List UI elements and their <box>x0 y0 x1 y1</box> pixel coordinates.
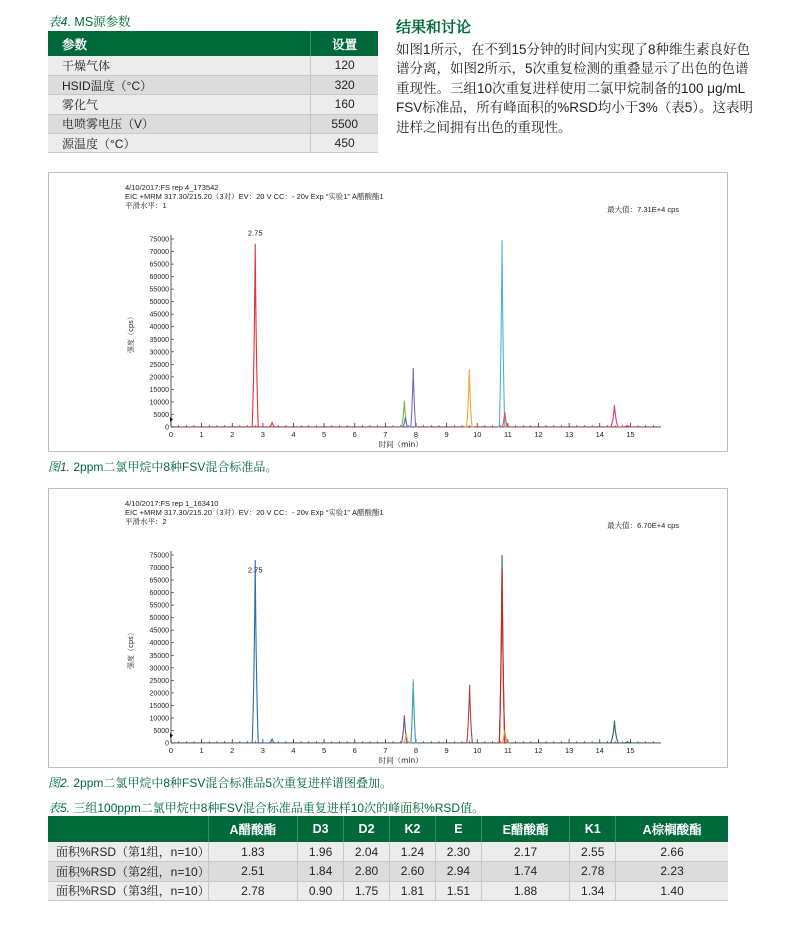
rsd-value: 2.30 <box>435 842 481 862</box>
param-name: 雾化气 <box>48 95 311 114</box>
rsd-value: 1.40 <box>616 881 728 901</box>
rsd-table <box>48 816 728 901</box>
rsd-value: 2.66 <box>616 842 728 862</box>
table-header-row <box>48 31 378 56</box>
y-axis-label: 强度（cps） <box>127 313 135 353</box>
table-row <box>48 134 378 153</box>
rsd-value: 1.24 <box>390 842 436 862</box>
param-name: 源温度（°C） <box>48 134 311 153</box>
x-tick-label: 7 <box>383 430 388 439</box>
x-tick-label: 1 <box>199 746 204 755</box>
param-value: 450 <box>311 134 378 153</box>
rsd-value: 0.90 <box>298 881 344 901</box>
figure2-caption-prefix: 图2. <box>48 776 71 790</box>
y-tick-label: 35000 <box>149 336 169 344</box>
chart-meta-line3: 平滑水平：2 <box>125 517 167 526</box>
chart-meta-line1: 4/10/2017:FS rep 1_163410 <box>125 499 219 508</box>
header-k1: K1 <box>570 816 616 842</box>
chart-meta-line3: 平滑水平：1 <box>125 201 167 210</box>
table5-title <box>48 799 484 816</box>
x-tick-label: 0 <box>168 430 174 439</box>
x-tick-label: 0 <box>168 746 174 755</box>
chart-meta-line2: EIC +MRM 317.30/215.20（3对）EV：20 V CC：- 20v Exp “实验1” A醋酸酯1 <box>125 508 384 517</box>
peak-trace <box>409 368 418 427</box>
x-axis-label: 时间（min） <box>378 440 423 449</box>
peak-trace <box>250 560 260 743</box>
rsd-value: 1.34 <box>570 881 616 901</box>
x-tick-label: 3 <box>260 430 265 439</box>
table5-title-prefix: 表5. <box>48 801 71 815</box>
rsd-value: 1.84 <box>298 862 344 882</box>
x-tick-label: 7 <box>383 746 388 755</box>
max-value-label: 最大值：6.70E+4 cps <box>607 521 679 530</box>
x-tick-label: 11 <box>503 746 512 755</box>
y-tick-label: 15000 <box>149 386 169 394</box>
row-label: 面积%RSD（第1组，n=10） <box>48 842 208 862</box>
rsd-value: 1.74 <box>481 862 569 882</box>
table-row <box>48 842 728 862</box>
chromatogram-1-plot <box>49 173 729 453</box>
y-tick-label: 75000 <box>149 236 169 244</box>
table4-title <box>48 12 131 30</box>
peak-trace <box>609 720 620 743</box>
peak-trace <box>497 240 507 427</box>
rsd-value: 2.51 <box>208 862 298 882</box>
rsd-value: 2.17 <box>481 842 569 862</box>
rsd-value: 2.78 <box>208 881 298 901</box>
y-tick-label: 70000 <box>149 565 169 573</box>
y-tick-label: 30000 <box>149 349 169 357</box>
y-tick-label: 30000 <box>149 665 169 673</box>
rsd-value: 2.80 <box>344 862 390 882</box>
peak-trace <box>250 244 260 427</box>
figure1-caption <box>48 458 277 475</box>
x-tick-label: 5 <box>322 430 327 439</box>
y-tick-label: 50000 <box>149 299 169 307</box>
header-blank <box>48 816 208 842</box>
x-tick-label: 11 <box>503 430 512 439</box>
peak-trace <box>609 405 620 427</box>
y-tick-label: 40000 <box>149 324 169 332</box>
y-tick-label: 45000 <box>149 627 169 635</box>
table-row <box>48 75 378 94</box>
table-row <box>48 114 378 133</box>
y-tick-label: 5000 <box>153 727 169 735</box>
table-row <box>48 862 728 882</box>
y-tick-label: 65000 <box>149 261 169 269</box>
y-tick-label: 50000 <box>149 615 169 623</box>
y-tick-label: 0 <box>165 740 169 748</box>
row-label: 面积%RSD（第2组，n=10） <box>48 862 208 882</box>
header-parameter: 参数 <box>48 31 311 56</box>
y-tick-label: 55000 <box>149 602 169 610</box>
rsd-value: 1.51 <box>435 881 481 901</box>
x-tick-label: 3 <box>260 746 265 755</box>
table4-title-text: MS源参数 <box>70 15 131 29</box>
x-tick-label: 13 <box>564 430 574 439</box>
results-heading: 结果和讨论 <box>396 19 472 36</box>
y-tick-label: 0 <box>165 424 169 432</box>
y-tick-label: 40000 <box>149 640 169 648</box>
rsd-value: 1.88 <box>481 881 569 901</box>
y-axis-label: 强度（cps） <box>127 629 135 669</box>
x-tick-label: 5 <box>322 746 327 755</box>
table-row <box>48 95 378 114</box>
y-tick-label: 70000 <box>149 249 169 257</box>
x-tick-label: 2 <box>230 746 235 755</box>
chromatogram-figure-2 <box>48 488 728 768</box>
y-tick-label: 60000 <box>149 274 169 282</box>
y-tick-label: 35000 <box>149 652 169 660</box>
rsd-value: 2.94 <box>435 862 481 882</box>
param-name: 干燥气体 <box>48 56 311 75</box>
x-tick-label: 8 <box>413 430 419 439</box>
x-tick-label: 8 <box>413 746 419 755</box>
x-tick-label: 14 <box>595 746 604 755</box>
figure1-caption-prefix: 图1. <box>48 460 71 474</box>
y-tick-label: 60000 <box>149 590 169 598</box>
peak-trace <box>409 682 418 743</box>
table5-title-text: 三组100ppm二氯甲烷中8种FSV混合标准品重复进样10次的峰面积%RSD值。 <box>70 801 485 815</box>
y-tick-label: 5000 <box>153 411 169 419</box>
x-tick-label: 6 <box>352 430 357 439</box>
x-tick-label: 9 <box>444 430 449 439</box>
x-tick-label: 2 <box>230 430 235 439</box>
x-tick-label: 12 <box>534 746 543 755</box>
header-k2: K2 <box>390 816 436 842</box>
peak-trace <box>497 570 507 743</box>
x-tick-label: 12 <box>534 430 543 439</box>
header-a-palmitate: A棕榈酸酯 <box>616 816 728 842</box>
y-tick-label: 25000 <box>149 361 169 369</box>
x-tick-label: 1 <box>199 430 204 439</box>
figure2-caption-text: 2ppm二氯甲烷中8种FSV混合标准品5次重复进样谱图叠加。 <box>70 776 393 790</box>
header-d3: D3 <box>298 816 344 842</box>
param-name: 电喷雾电压（V） <box>48 114 311 133</box>
x-tick-label: 9 <box>444 746 449 755</box>
chromatogram-figure-1 <box>48 172 728 452</box>
figure1-caption-text: 2ppm二氯甲烷中8种FSV混合标准品。 <box>70 460 278 474</box>
rsd-value: 1.83 <box>208 842 298 862</box>
x-tick-label: 4 <box>291 746 296 755</box>
x-tick-label: 15 <box>626 430 635 439</box>
rsd-value: 2.78 <box>570 862 616 882</box>
y-tick-label: 75000 <box>149 552 169 560</box>
results-paragraph: 如图1所示，在不到15分钟的时间内实现了8种维生素良好色谱分离，如图2所示，5次重复检测的重叠显示了出色的色谱重现性。三组10次重复进样使用二氯甲烷制备的100 μg/mL FSV标准品，所有峰面积的%RSD均小于3%（表5）。这表明进样之间拥有出色的重现性。 <box>396 42 754 135</box>
y-tick-label: 10000 <box>149 715 169 723</box>
x-tick-label: 13 <box>564 746 574 755</box>
y-tick-label: 25000 <box>149 677 169 685</box>
param-value: 160 <box>311 95 378 114</box>
chromatogram-2-plot <box>49 489 729 769</box>
param-value: 5500 <box>311 114 378 133</box>
figure2-caption <box>48 774 392 791</box>
y-tick-label: 20000 <box>149 690 169 698</box>
rsd-value: 2.04 <box>344 842 390 862</box>
threshold-marker <box>170 417 173 422</box>
param-value: 320 <box>311 75 378 94</box>
y-tick-label: 15000 <box>149 702 169 710</box>
header-a-acetate: A醋酸酯 <box>208 816 298 842</box>
x-tick-label: 15 <box>626 746 635 755</box>
y-tick-label: 65000 <box>149 577 169 585</box>
chart-meta-line2: EIC +MRM 317.30/215.20（3对）EV：20 V CC：- 20v Exp “实验1” A醋酸酯1 <box>125 192 384 201</box>
table4-title-prefix: 表4. <box>48 15 71 29</box>
y-tick-label: 10000 <box>149 399 169 407</box>
param-name: HSID温度（°C） <box>48 75 311 94</box>
x-tick-label: 6 <box>352 746 357 755</box>
rsd-value: 1.81 <box>390 881 436 901</box>
x-tick-label: 4 <box>291 430 296 439</box>
rsd-value: 1.96 <box>298 842 344 862</box>
peak-trace <box>465 369 475 427</box>
table-row <box>48 881 728 901</box>
y-tick-label: 45000 <box>149 311 169 319</box>
header-e: E <box>435 816 481 842</box>
threshold-marker <box>170 733 173 738</box>
y-tick-label: 20000 <box>149 374 169 382</box>
peak-annotation: 2.75 <box>247 565 263 575</box>
rsd-value: 1.75 <box>344 881 390 901</box>
y-tick-label: 55000 <box>149 286 169 294</box>
rsd-value: 2.55 <box>570 842 616 862</box>
table-row <box>48 56 378 75</box>
row-label: 面积%RSD（第3组，n=10） <box>48 881 208 901</box>
max-value-label: 最大值：7.31E+4 cps <box>607 205 679 214</box>
param-value: 120 <box>311 56 378 75</box>
x-tick-label: 10 <box>473 746 482 755</box>
header-e-acetate: E醋酸酯 <box>481 816 569 842</box>
rsd-value: 2.23 <box>616 862 728 882</box>
chart-meta-line1: 4/10/2017:FS rep 4_173542 <box>125 183 219 192</box>
ms-source-parameters-table <box>48 31 378 153</box>
x-tick-label: 14 <box>595 430 604 439</box>
header-setting: 设置 <box>311 31 378 56</box>
x-axis-label: 时间（min） <box>378 756 423 765</box>
table-header-row <box>48 816 728 842</box>
peak-annotation: 2.75 <box>247 228 263 238</box>
header-d2: D2 <box>344 816 390 842</box>
rsd-value: 2.60 <box>390 862 436 882</box>
peak-trace <box>465 685 475 743</box>
x-tick-label: 10 <box>473 430 482 439</box>
